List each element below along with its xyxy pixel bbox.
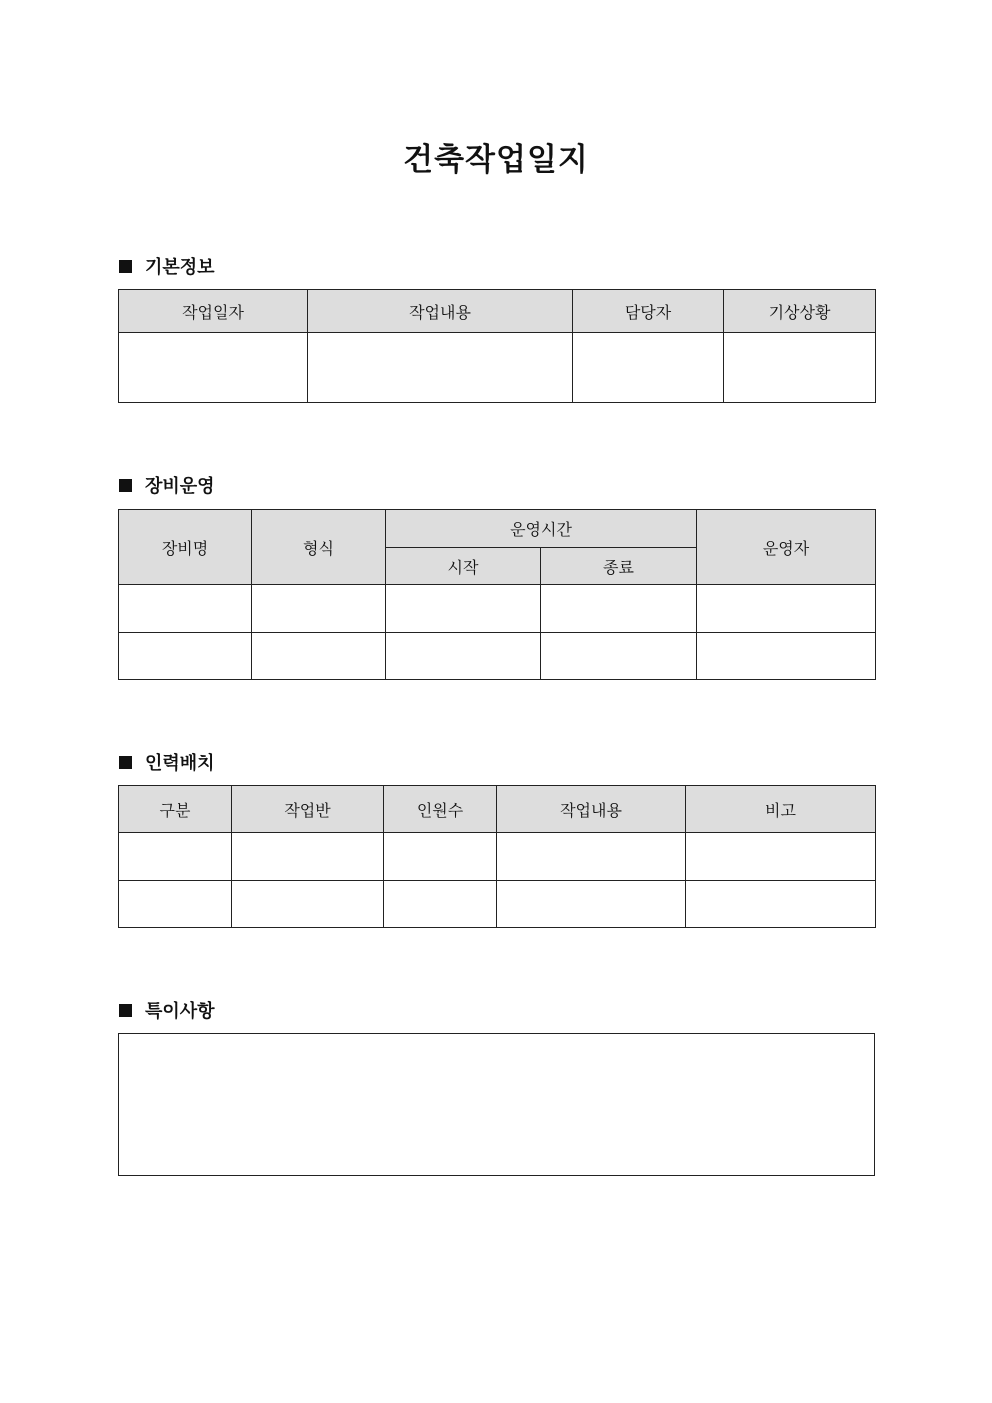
manager-cell[interactable]: [573, 333, 724, 403]
start-cell[interactable]: [386, 585, 541, 633]
header-cell-end: 종료: [541, 548, 697, 585]
section-heading-manpower: [119, 749, 215, 775]
category-cell[interactable]: [119, 881, 232, 928]
equipment-name-cell[interactable]: [119, 633, 252, 680]
square-bullet-icon: [119, 260, 132, 273]
table-row: [119, 833, 876, 881]
manpower-table: [118, 785, 876, 928]
document-title: 건축작업일지: [403, 142, 589, 178]
header-cell-work-content: 작업내용: [308, 290, 573, 333]
work-content-cell[interactable]: [497, 881, 686, 928]
section-heading-basic-info: [119, 253, 215, 279]
header-cell-manager: 담당자: [573, 290, 724, 333]
work-content-cell[interactable]: [497, 833, 686, 881]
header-cell-work-content: 작업내용: [497, 786, 686, 833]
work-crew-cell[interactable]: [232, 881, 384, 928]
start-cell[interactable]: [386, 633, 541, 680]
model-cell[interactable]: [252, 633, 386, 680]
operator-cell[interactable]: [697, 633, 876, 680]
model-cell[interactable]: [252, 585, 386, 633]
headcount-cell[interactable]: [384, 881, 497, 928]
section-heading-equipment: [119, 472, 215, 498]
header-cell-work-date: 작업일자: [119, 290, 308, 333]
note-cell[interactable]: [686, 881, 876, 928]
table-row: [119, 333, 876, 403]
header-cell-headcount: 인원수: [384, 786, 497, 833]
section-label: 기본정보: [145, 257, 215, 278]
equipment-table: [118, 509, 876, 680]
basic-info-table: [118, 289, 876, 403]
headcount-cell[interactable]: [384, 833, 497, 881]
square-bullet-icon: [119, 756, 132, 769]
operator-cell[interactable]: [697, 585, 876, 633]
header-cell-equipment-name: 장비명: [119, 510, 252, 585]
header-row: [119, 510, 876, 548]
header-cell-operating-time: 운영시간: [386, 510, 697, 548]
header-row: [119, 290, 876, 333]
work-content-cell[interactable]: [308, 333, 573, 403]
end-cell[interactable]: [541, 633, 697, 680]
section-heading-remarks: [119, 997, 215, 1023]
weather-cell[interactable]: [724, 333, 876, 403]
table-row: [119, 585, 876, 633]
work-date-cell[interactable]: [119, 333, 308, 403]
square-bullet-icon: [119, 479, 132, 492]
remarks-box[interactable]: [118, 1033, 875, 1176]
table-row: [119, 881, 876, 928]
equipment-name-cell[interactable]: [119, 585, 252, 633]
section-label: 특이사항: [145, 1001, 215, 1022]
square-bullet-icon: [119, 1004, 132, 1017]
table-row: [119, 633, 876, 680]
header-cell-model: 형식: [252, 510, 386, 585]
note-cell[interactable]: [686, 833, 876, 881]
end-cell[interactable]: [541, 585, 697, 633]
header-cell-work-crew: 작업반: [232, 786, 384, 833]
header-cell-weather: 기상상황: [724, 290, 876, 333]
section-label: 장비운영: [145, 476, 215, 497]
header-cell-note: 비고: [686, 786, 876, 833]
section-label: 인력배치: [145, 753, 215, 774]
header-cell-operator: 운영자: [697, 510, 876, 585]
category-cell[interactable]: [119, 833, 232, 881]
header-cell-category: 구분: [119, 786, 232, 833]
header-row: [119, 786, 876, 833]
work-crew-cell[interactable]: [232, 833, 384, 881]
header-cell-start: 시작: [386, 548, 541, 585]
